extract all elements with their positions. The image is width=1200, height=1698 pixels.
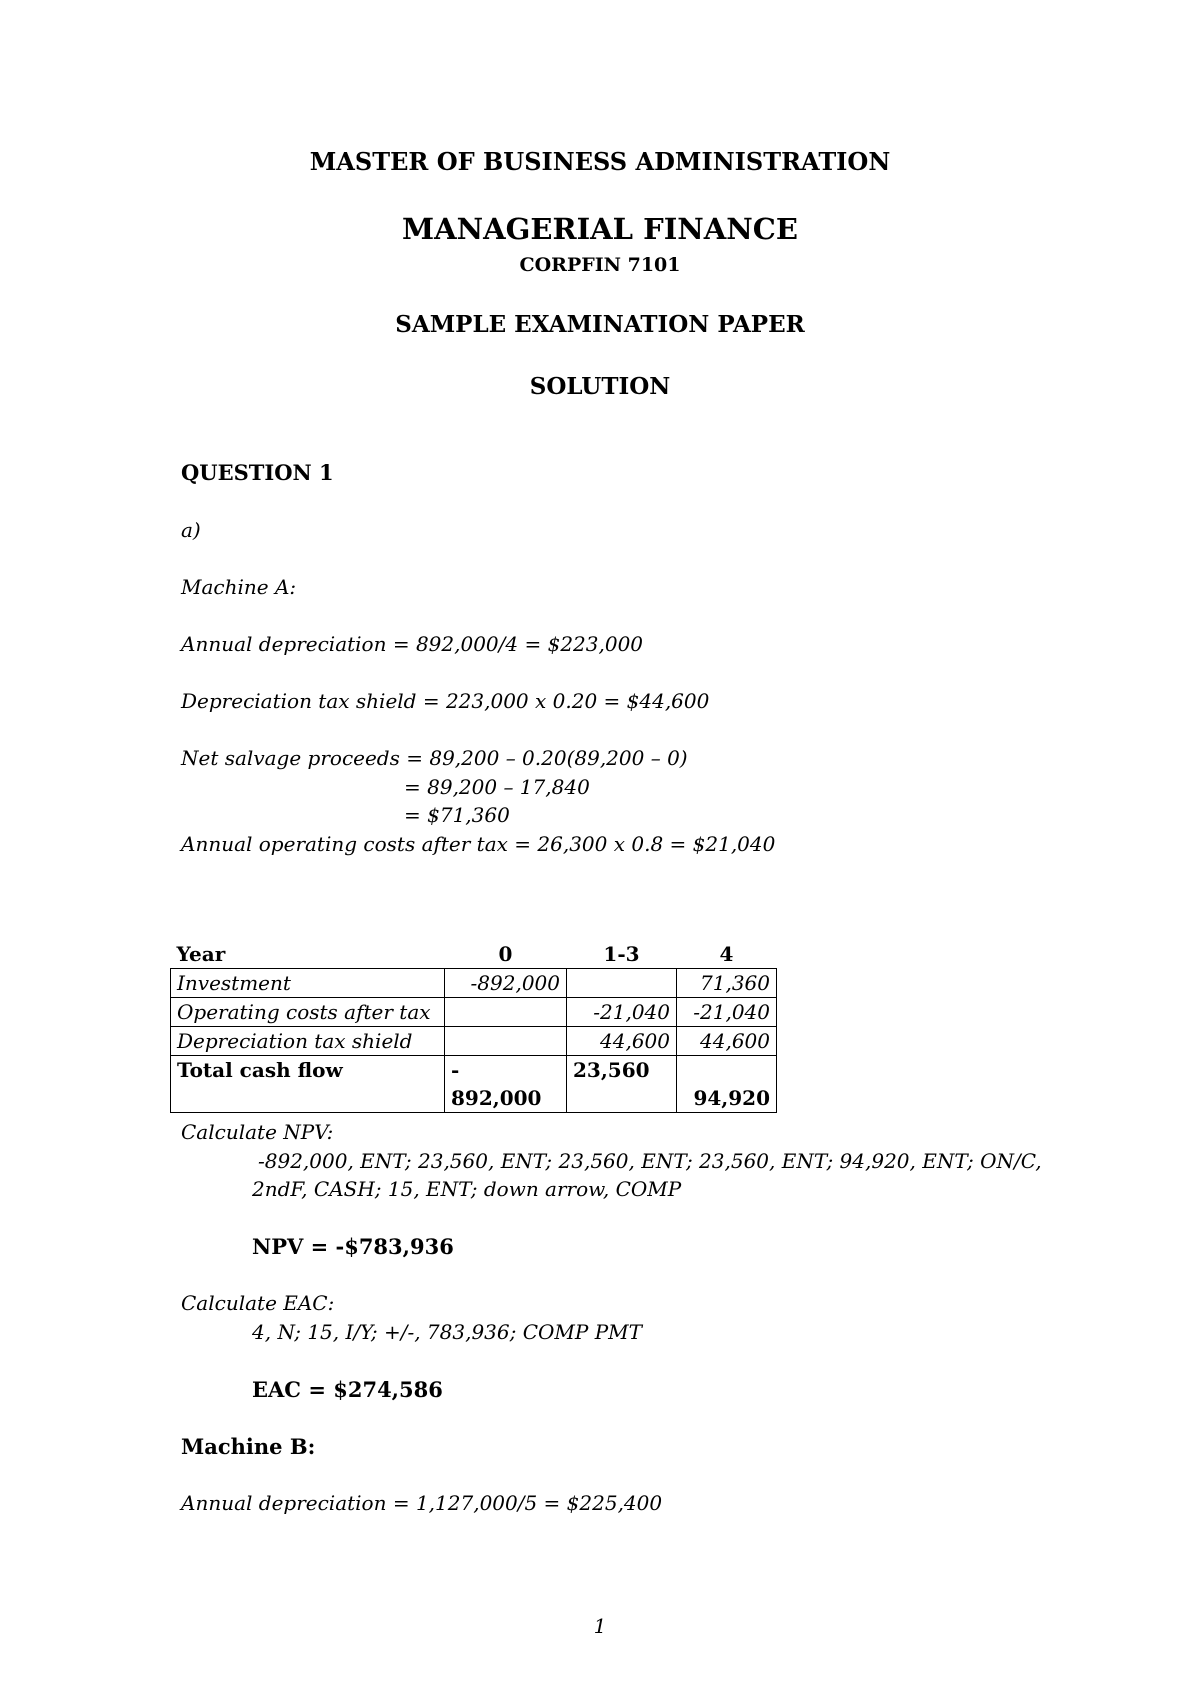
header-year-4: 4 xyxy=(719,942,734,966)
total-year-4 xyxy=(677,1056,777,1113)
table-row xyxy=(171,1027,777,1056)
table-header-row xyxy=(171,940,777,969)
cell-year-4: 71,360 xyxy=(677,969,777,998)
eac-keys: 4, N; 15, I/Y; +/-, 783,936; COMP PMT xyxy=(252,1320,642,1344)
npv-result: NPV = -$783,936 xyxy=(252,1234,454,1259)
eac-label: Calculate EAC: xyxy=(181,1291,335,1315)
header-year-0: 0 xyxy=(498,942,513,966)
table-row xyxy=(171,969,777,998)
question-title: QUESTION 1 xyxy=(181,460,334,485)
course-title: MANAGERIAL FINANCE xyxy=(402,212,798,246)
cell-year-4: 44,600 xyxy=(677,1027,777,1056)
machine-b-label: Machine B: xyxy=(181,1434,316,1459)
total-label: Total cash flow xyxy=(171,1056,445,1113)
cell-year-0 xyxy=(445,998,567,1027)
total-year-4-value: 94,920 xyxy=(693,1086,770,1110)
cell-year-1-3: 44,600 xyxy=(567,1027,677,1056)
cash-flow-table xyxy=(170,940,777,1113)
row-label: Operating costs after tax xyxy=(171,998,445,1027)
annual-depreciation-a: Annual depreciation = 892,000/4 = $223,000 xyxy=(181,632,644,656)
header-year: Year xyxy=(176,942,226,966)
cell-year-1-3: -21,040 xyxy=(567,998,677,1027)
cell-year-4: -21,040 xyxy=(677,998,777,1027)
row-label: Investment xyxy=(171,969,445,998)
part-label: a) xyxy=(181,518,201,542)
cell-year-1-3 xyxy=(567,969,677,998)
program-title: MASTER OF BUSINESS ADMINISTRATION xyxy=(309,147,891,176)
npv-label: Calculate NPV: xyxy=(181,1120,334,1144)
cell-year-0 xyxy=(445,1027,567,1056)
row-label: Depreciation tax shield xyxy=(171,1027,445,1056)
total-row xyxy=(171,1056,777,1113)
machine-a-label: Machine A: xyxy=(181,575,297,599)
header-year-1-3: 1-3 xyxy=(603,942,640,966)
course-code: CORPFIN 7101 xyxy=(519,254,681,276)
page-number: 1 xyxy=(593,1614,607,1638)
salvage-line-2: = 89,200 – 17,840 xyxy=(404,775,590,799)
total-year-0-value: 892,000 xyxy=(451,1086,542,1110)
npv-keys-line-1: -892,000, ENT; 23,560, ENT; 23,560, ENT; 23,560, ENT; 94,920, ENT; ON/C, xyxy=(258,1149,1042,1173)
total-year-1-3: 23,560 xyxy=(567,1056,677,1113)
total-year-0-sign: - xyxy=(451,1058,460,1082)
salvage-line-1: Net salvage proceeds = 89,200 – 0.20(89,200 – 0) xyxy=(181,746,688,770)
tax-shield-a: Depreciation tax shield = 223,000 x 0.20 = $44,600 xyxy=(181,689,710,713)
paper-title: SAMPLE EXAMINATION PAPER xyxy=(395,311,805,338)
salvage-line-3: = $71,360 xyxy=(404,803,510,827)
total-year-0 xyxy=(445,1056,567,1113)
solution-title: SOLUTION xyxy=(529,373,671,400)
operating-costs-a: Annual operating costs after tax = 26,300 x 0.8 = $21,040 xyxy=(181,832,776,856)
eac-result: EAC = $274,586 xyxy=(252,1377,443,1402)
annual-depreciation-b: Annual depreciation = 1,127,000/5 = $225,400 xyxy=(181,1491,663,1515)
cell-year-0: -892,000 xyxy=(445,969,567,998)
npv-keys-line-2: 2ndF, CASH; 15, ENT; down arrow, COMP xyxy=(252,1177,682,1201)
table-row xyxy=(171,998,777,1027)
total-year-4-spacer xyxy=(683,1056,770,1084)
